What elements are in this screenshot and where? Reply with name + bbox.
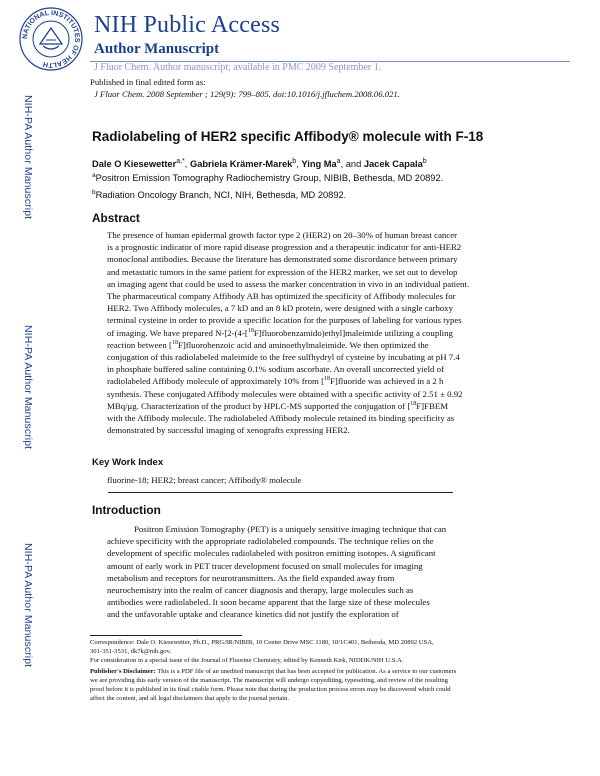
header-title: NIH Public Access: [94, 12, 281, 38]
superscript: 18: [410, 400, 417, 407]
side-banner-middle: [20, 322, 36, 452]
affiliation-b: [92, 189, 346, 200]
introduction-heading: Introduction: [92, 503, 161, 517]
abstract-line: terminal cysteine in order to provide a specific location for the purposes of labeling for various types: [107, 315, 462, 326]
superscript: 18: [171, 339, 178, 346]
introduction-line: amount of early work in PET tracer development focused on small molecules for imaging: [107, 560, 423, 571]
superscript: 18: [247, 327, 254, 334]
abstract-line: of imaging. We have prepared N-[2-(4-[$^{18}$F]fluorobenzamido)ethyl]maleimide utilizing a coupling: [107, 327, 453, 338]
abstract-line: HER2. Two Affibody molecules, a 7 kD and an 8 kD protein, were designed with a single carboxy: [107, 303, 453, 314]
author-affiliation-marker: b: [292, 158, 297, 165]
abstract-line: The pharmaceutical company Affibody AB has optimized the specificity of Affibody molecules for: [107, 291, 456, 301]
availability-line: J Fluor Chem. Author manuscript; available in PMC 2009 September 1.: [94, 62, 382, 73]
author-separator: ,: [296, 159, 302, 170]
author-name: Jacek Capala: [363, 159, 423, 170]
logo-ring-text: NATIONAL INSTITUTES OF HEALTH: [21, 9, 81, 69]
header-subtitle: Author Manuscript: [94, 41, 220, 57]
disclaimer-text: This is a PDF file of an unedited manuscript that has been accepted for publication. As a service to our customers: [155, 668, 457, 675]
abstract-line: conjugation of this radiolabeled maleimide to the free sulfhydryl of cysteine by incubating at pH 7.4: [107, 352, 460, 362]
citation-line: [94, 89, 400, 99]
article-title: Radiolabeling of HER2 specific Affibody® molecule with F-18: [92, 129, 484, 144]
author-affiliation-marker: b: [422, 158, 427, 165]
svg-text:NATIONAL INSTITUTES OF HEALTH: [22, 10, 80, 68]
side-banner-top: [20, 92, 36, 222]
affiliation-text: Radiation Oncology Branch, NCI, NIH, Bethesda, MD 20892.: [95, 190, 347, 201]
disclaimer-line-2: we are providing this early version of the manuscript. The manuscript will undergo copyediting, typesetting, and review of the resulting: [90, 677, 448, 684]
side-banner-label: NIH-PA Author Manuscript: [22, 94, 34, 220]
affiliation-a: [92, 172, 443, 183]
abstract-line: is a prognostic indicator of more rapid disease progression and a therapeutic indicator for anti-HER2: [107, 242, 462, 253]
abstract-line: and metastatic tumors in the same patient for expression of the HER2 marker, we set out to develop: [107, 266, 458, 277]
keywords-heading: Key Work Index: [92, 457, 164, 468]
special-issue-note: For consideration in a special issue of the Journal of Fluorine Chemistry, edited by Kenneth Kirk, NIDDK/NIH U.S.A.: [90, 657, 404, 664]
disclaimer-label: Publisher's Disclaimer:: [90, 668, 156, 675]
abstract-line: with the Affibody molecule. The radiolabeled Affibody molecule retained its binding specificity as: [107, 413, 455, 423]
author-name: Ying Ma: [301, 159, 337, 170]
keywords-text: fluorine-18; HER2; breast cancer; Affibody® molecule: [107, 475, 302, 485]
author-name: Dale O Kiesewetter: [92, 159, 177, 170]
author-list: [92, 158, 427, 169]
side-banner-label: NIH-PA Author Manuscript: [22, 542, 34, 668]
author-name: Gabriela Krämer-Marek: [189, 159, 293, 170]
introduction-line: and the unfavorable uptake and clearance kinetics did not justify the exploration of: [107, 609, 399, 620]
side-banner-bottom: [20, 540, 36, 670]
affiliation-marker: b: [92, 189, 96, 196]
abstract-heading: Abstract: [92, 211, 140, 225]
introduction-line: development of specific molecules radiolabeled with positron emitting isotopes. A significant: [107, 548, 436, 559]
citation-text: J Fluor Chem. 2008 September ; 129(9): 799–805. doi:10.1016/j.jfluchem.2008.06.021.: [94, 89, 400, 99]
abstract-line: MBq/μg. Characterization of the product by HPLC-MS supported the conjugation of [$^{18}$F]FBEM: [107, 400, 449, 411]
disclaimer-line-1: [90, 668, 456, 675]
abstract-line: demonstrated by successful imaging of xenografts expressing HER2.: [107, 425, 350, 436]
disclaimer-line-4: affect the content, and all legal disclaimers that apply to the journal pertain.: [90, 695, 290, 702]
introduction-line: neurochemistry into the realm of cancer diagnosis and therapy, large molecules such as: [107, 585, 414, 595]
introduction-line: Positron Emission Tomography (PET) is a uniquely sensitive imaging technique that can: [134, 524, 447, 534]
introduction-line: metabolism and receptors for neurotransmitters. As the field expanded away from: [107, 572, 395, 583]
abstract-line: an imaging agent that could be used to assess the marker concentration in vivo in an individual patient.: [107, 278, 470, 289]
author-affiliation-marker: a: [336, 158, 341, 165]
disclaimer-line-3: proof before it is published in its final citable form. Please note that during the production process errors may be discovered which could: [90, 686, 451, 693]
abstract-line: radiolabeled Affibody molecule of approximately 10% from [$^{18}$F]fluoride was achieved in a 2 h: [107, 376, 444, 387]
author-separator: , and: [340, 159, 364, 170]
introduction-line: antibodies were radiolabeled. It soon became apparent that the large size of these molecules: [107, 597, 430, 608]
correspondence-line-2: 301-351-3531, dk7k@nih.gov.: [90, 648, 172, 655]
affiliation-marker: a: [92, 172, 96, 179]
superscript: 18: [324, 376, 331, 383]
correspondence-line-1: Correspondence: Dale O. Kiesewetter, Ph.D., PRG/IR/NIBIB, 10 Center Drive MSC 1180, 10/1C401, Bethesda, MD 20892 USA,: [90, 639, 434, 646]
published-note: Published in final edited form as:: [90, 77, 206, 87]
abstract-line: in phosphate buffered saline containing 0.1% sodium ascorbate. An overall uncorrected yield of: [107, 364, 444, 375]
affiliation-text: Positron Emission Tomography Radiochemistry Group, NIBIB, Bethesda, MD 20892.: [95, 173, 444, 184]
author-separator: ,: [184, 159, 190, 170]
abstract-line: The presence of human epidermal growth factor type 2 (HER2) on 20–30% of human breast cancer: [107, 230, 458, 240]
abstract-line: reaction between [$^{18}$F]fluorobenzoic acid and aminoethylmaleimide. We then optimized the: [107, 339, 429, 350]
abstract-line: monoclonal antibodies. Because the literature has demonstrated some discordance between primary: [107, 254, 458, 265]
side-banner-label: NIH-PA Author Manuscript: [22, 324, 34, 450]
nih-logo: [18, 6, 84, 72]
abstract-line: synthesis. These conjugated Affibody molecules were obtained with a specific activity of 2.51 ± 0.92: [107, 388, 463, 399]
introduction-line: achieve specificity with the appropriate radiolabeled compounds. The technique relies on the: [107, 536, 434, 547]
keywords-divider: [108, 492, 453, 493]
author-affiliation-marker: a,*: [176, 158, 185, 165]
footnote-divider: [90, 635, 242, 636]
